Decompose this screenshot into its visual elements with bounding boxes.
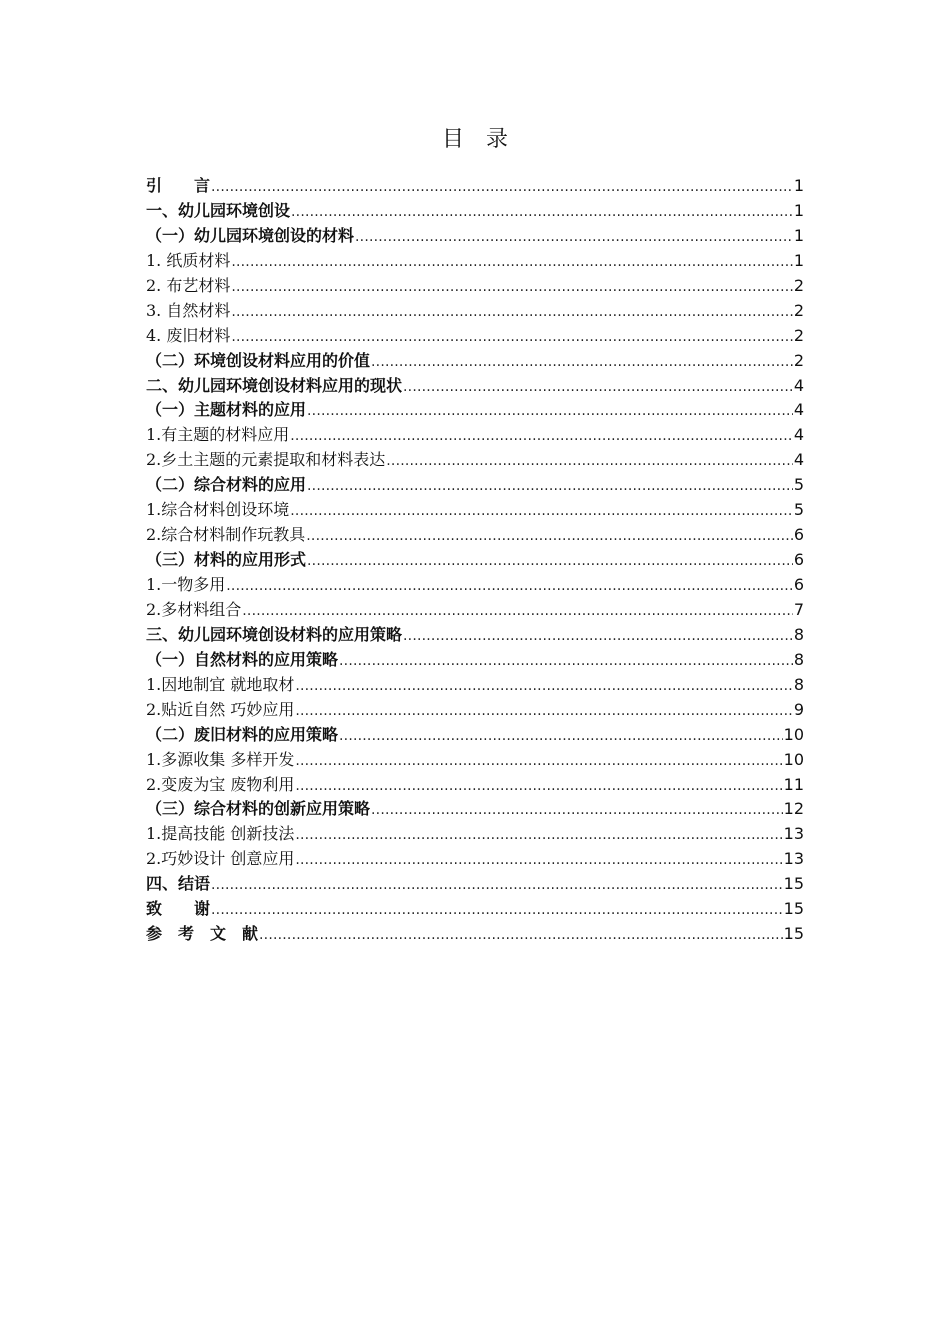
dot-leader — [355, 225, 793, 250]
toc-entry-page-number: 15 — [783, 874, 804, 894]
dot-leader — [259, 923, 783, 948]
toc-entry[interactable] — [146, 274, 804, 299]
dot-leader — [295, 823, 782, 848]
toc-entry-page-number: 8 — [793, 649, 804, 669]
dot-leader — [290, 499, 793, 524]
toc-entry-label: 1.多源收集 多样开发 — [146, 749, 295, 769]
toc-entry[interactable] — [146, 922, 804, 947]
dot-leader — [339, 724, 783, 749]
dot-leader — [231, 275, 792, 300]
toc-entry-page-number: 13 — [783, 824, 804, 844]
toc-entry[interactable] — [146, 872, 804, 897]
toc-entry-label: 四、结语 — [146, 874, 211, 894]
dot-leader — [295, 774, 782, 799]
dot-leader — [231, 300, 792, 325]
toc-entry-label: 致 谢 — [146, 899, 211, 919]
toc-entry-page-number: 1 — [793, 176, 804, 195]
toc-entry-page-number: 5 — [793, 500, 804, 520]
toc-entry[interactable] — [146, 448, 804, 473]
dot-leader — [211, 175, 793, 200]
toc-entry-label: 1.综合材料创设环境 — [146, 500, 290, 520]
toc-entry[interactable] — [146, 324, 804, 349]
toc-entry-label: （三）综合材料的创新应用策略 — [146, 799, 371, 819]
toc-entry[interactable] — [146, 224, 804, 249]
dot-leader — [403, 624, 793, 649]
dot-leader — [231, 250, 792, 275]
page-title: 目 录 — [441, 127, 508, 152]
toc-entry-page-number: 11 — [783, 774, 804, 794]
toc-entry-page-number: 5 — [793, 475, 804, 495]
toc-entry-page-number: 2 — [793, 350, 804, 370]
toc-entry-page-number: 4 — [793, 450, 804, 470]
toc-entry-label: 二、幼儿园环境创设材料应用的现状 — [146, 375, 403, 395]
toc-entry-page-number: 4 — [793, 375, 804, 395]
toc-entry-label: 2.多材料组合 — [146, 599, 242, 619]
toc-entry-label: 引 言 — [146, 176, 211, 195]
toc-entry-label: 1.一物多用 — [146, 575, 226, 594]
toc-entry[interactable] — [146, 748, 804, 773]
toc-entry-page-number: 1 — [793, 225, 804, 245]
dot-leader — [242, 599, 793, 624]
toc-entry-label: （二）综合材料的应用 — [146, 475, 307, 495]
toc-entry-page-number: 15 — [783, 924, 804, 944]
toc-entry[interactable] — [146, 623, 804, 648]
toc-entry[interactable] — [146, 822, 804, 847]
toc-entry-page-number: 1 — [793, 250, 804, 270]
dot-leader — [307, 549, 793, 574]
dot-leader — [211, 898, 783, 923]
toc-entry[interactable] — [146, 847, 804, 872]
toc-entry-label: 三、幼儿园环境创设材料的应用策略 — [146, 624, 403, 644]
toc-entry-label: 2.变废为宝 废物利用 — [146, 774, 295, 794]
toc-entry-page-number: 4 — [793, 400, 804, 420]
toc-entry-label: （三）材料的应用形式 — [146, 550, 307, 570]
toc-entry[interactable] — [146, 174, 804, 199]
toc-entry-label: 2.巧妙设计 创意应用 — [146, 849, 295, 869]
dot-leader — [307, 474, 793, 499]
toc-entry[interactable] — [146, 673, 804, 698]
toc-entry-page-number: 6 — [793, 575, 804, 594]
toc-entry[interactable] — [146, 473, 804, 498]
toc-entry[interactable] — [146, 573, 804, 598]
toc-entry-label: （二）废旧材料的应用策略 — [146, 724, 339, 744]
dot-leader — [307, 399, 793, 424]
toc-entry-label: （二）环境创设材料应用的价值 — [146, 350, 371, 370]
toc-entry-page-number: 4 — [793, 425, 804, 445]
toc-entry[interactable] — [146, 723, 804, 748]
toc-entry-label: 参 考 文 献 — [146, 924, 259, 944]
dot-leader — [290, 424, 793, 449]
toc-entry-label: 3. 自然材料 — [146, 300, 231, 320]
toc-entry-label: 2.乡土主题的元素提取和材料表达 — [146, 450, 386, 470]
table-of-contents — [146, 174, 804, 947]
toc-entry-label: 1.因地制宜 就地取材 — [146, 674, 295, 694]
toc-entry-page-number: 6 — [793, 525, 804, 545]
dot-leader — [403, 375, 793, 400]
dot-leader — [295, 674, 792, 699]
toc-entry[interactable] — [146, 648, 804, 673]
toc-entry-page-number: 10 — [783, 749, 804, 769]
toc-entry-label: 1.提高技能 创新技法 — [146, 824, 295, 844]
dot-leader — [295, 699, 792, 724]
toc-entry[interactable] — [146, 423, 804, 448]
toc-entry[interactable] — [146, 897, 804, 922]
dot-leader — [306, 524, 793, 549]
toc-entry-label: 4. 废旧材料 — [146, 325, 231, 345]
toc-entry-label: 2.贴近自然 巧妙应用 — [146, 699, 295, 719]
toc-entry-label: 1. 纸质材料 — [146, 250, 231, 270]
toc-entry-label: （一）主题材料的应用 — [146, 400, 307, 420]
toc-entry[interactable] — [146, 299, 804, 324]
toc-entry[interactable] — [146, 548, 804, 573]
dot-leader — [211, 873, 783, 898]
toc-entry-label: （一）幼儿园环境创设的材料 — [146, 225, 355, 245]
dot-leader — [291, 200, 793, 225]
toc-entry[interactable] — [146, 698, 804, 723]
dot-leader — [295, 848, 782, 873]
toc-entry-page-number: 2 — [793, 300, 804, 320]
toc-entry-page-number: 8 — [793, 674, 804, 694]
dot-leader — [226, 574, 793, 599]
toc-entry-page-number: 9 — [793, 699, 804, 719]
toc-entry-label: 2. 布艺材料 — [146, 275, 231, 295]
toc-entry-page-number: 10 — [783, 724, 804, 744]
toc-entry[interactable] — [146, 398, 804, 423]
toc-entry-page-number: 12 — [783, 799, 804, 819]
dot-leader — [371, 350, 793, 375]
toc-entry-page-number: 8 — [793, 624, 804, 644]
toc-entry-page-number: 1 — [793, 200, 804, 220]
toc-entry-label: 一、幼儿园环境创设 — [146, 200, 291, 220]
toc-entry-label: 2.综合材料制作玩教具 — [146, 525, 306, 545]
toc-entry-page-number: 13 — [783, 849, 804, 869]
dot-leader — [371, 798, 783, 823]
toc-entry-label: 1.有主题的材料应用 — [146, 425, 290, 445]
toc-entry[interactable] — [146, 523, 804, 548]
toc-entry-page-number: 2 — [793, 325, 804, 345]
toc-entry-label: （一）自然材料的应用策略 — [146, 649, 339, 669]
toc-entry[interactable] — [146, 797, 804, 822]
toc-entry-page-number: 15 — [783, 899, 804, 919]
toc-entry[interactable] — [146, 199, 804, 224]
dot-leader — [386, 449, 793, 474]
toc-entry-page-number: 6 — [793, 550, 804, 570]
toc-entry[interactable] — [146, 498, 804, 523]
dot-leader — [339, 649, 793, 674]
toc-entry[interactable] — [146, 374, 804, 399]
toc-entry-page-number: 2 — [793, 275, 804, 295]
toc-entry[interactable] — [146, 773, 804, 798]
toc-entry[interactable] — [146, 598, 804, 623]
toc-entry[interactable] — [146, 249, 804, 274]
toc-entry-page-number: 7 — [793, 599, 804, 619]
dot-leader — [231, 325, 792, 350]
dot-leader — [295, 749, 782, 774]
toc-entry[interactable] — [146, 349, 804, 374]
